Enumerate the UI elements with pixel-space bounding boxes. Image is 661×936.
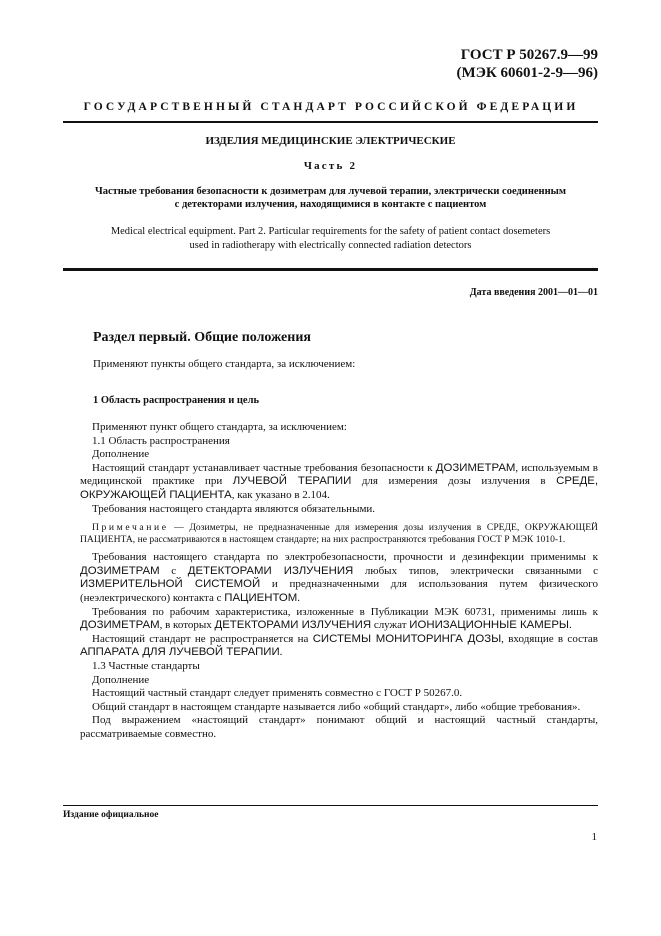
note-text: — Дозиметры, не предназначенные для измерения дозы излучения в СРЕДЕ, ОКРУЖАЮЩЕЙ ПАЦИЕНТА, не рассматриваются в настоящем стандарте; на них распространяются требования ГОСТ Р МЭК 1010-1. — [80, 522, 598, 545]
english-subtitle-line-2: used in radiotherapy with electrically connected radiation detectors — [189, 240, 472, 251]
section-title: Раздел первый. Общие положения — [93, 330, 311, 345]
russian-subtitle-line-2: с детекторами излучения, находящимися в контакте с пациентом — [174, 199, 487, 210]
paragraph-scope: Настоящий стандарт устанавливает частные требования безопасности к ДОЗИМЕТРАМ, используемым в медицинской практике при ЛУЧЕВОЙ ТЕРАПИИ для измерения дозы излучения в СРЕДЕ, ОКРУЖАЮЩЕЙ ПАЦИЕНТА, как указано в 2.104. — [80, 461, 598, 501]
paragraph-mandatory: Требования настоящего стандарта являются обязательными. — [92, 502, 376, 515]
russian-subtitle — [63, 185, 598, 211]
footer-divider — [63, 805, 598, 806]
paragraph-this-standard: Под выражением «настоящий стандарт» понимают общий и настоящий частный стандарты, рассматриваемые совместно. — [80, 714, 598, 740]
banner-divider — [63, 121, 598, 123]
standard-number: ГОСТ Р 50267.9—99 — [460, 47, 598, 63]
clause-1-3-addition: Дополнение — [92, 673, 150, 686]
page-number: 1 — [591, 831, 597, 843]
part-label: Часть 2 — [303, 160, 358, 172]
term-dosimeters: ДОЗИМЕТРАМ — [435, 461, 516, 474]
state-standard-banner: ГОСУДАРСТВЕННЫЙ СТАНДАРТ РОССИЙСКОЙ ФЕДЕРАЦИИ — [83, 101, 579, 113]
iec-number: (МЭК 60601-2-9—96) — [456, 65, 598, 81]
clause-1-3-title: 1.3 Частные стандарты — [92, 659, 200, 672]
russian-subtitle-line-1: Частные требования безопасности к дозиметрам для лучевой терапии, электрически соединенным — [94, 186, 567, 197]
paragraph-general-standard: Настоящий частный стандарт следует применять совместно с ГОСТ Р 50267.0. — [92, 687, 463, 700]
document-title: ИЗДЕЛИЯ МЕДИЦИНСКИЕ ЭЛЕКТРИЧЕСКИЕ — [205, 135, 456, 147]
note-label: Примечание — [92, 522, 169, 534]
paragraph-performance: Требования по рабочим характеристика, изложенные в Публикации МЭК 60731, применимы лишь к ДОЗИМЕТРАМ, в которых ДЕТЕКТОРАМИ ИЗЛУЧЕНИЯ служат ИОНИЗАЦИОННЫЕ КАМЕРЫ. — [80, 605, 598, 632]
clause-1-body — [80, 421, 598, 741]
term-radiotherapy: ЛУЧЕВОЙ ТЕРАПИИ — [232, 475, 352, 488]
official-edition-label: Издание официальное — [63, 810, 159, 820]
title-divider — [63, 268, 598, 271]
term-patient-environment: СРЕДЕ, ОКРУЖАЮЩЕЙ ПАЦИЕНТА — [80, 475, 598, 501]
paragraph-electrical-safety: Требования настоящего стандарта по электробезопасности, прочности и дезинфекции применимы к ДОЗИМЕТРАМ с ДЕТЕКТОРАМИ ИЗЛУЧЕНИЯ любых типов, электрически связанными с ИЗМЕРИТЕЛЬНОЙ СИСТЕМОЙ и предназначенными для использования путем физического (неэлектрического) контакта с ПАЦИЕНТОМ. — [80, 551, 599, 604]
english-subtitle-line-1: Medical electrical equipment. Part 2. Particular requirements for the safety of patient contact dosemeters — [110, 226, 551, 237]
english-subtitle — [63, 225, 598, 253]
introduction-date: Дата введения 2001—01—01 — [469, 287, 598, 298]
paragraph-exclusion: Настоящий стандарт не распространяется на СИСТЕМЫ МОНИТОРИНГА ДОЗЫ, входящие в состав АППАРАТА ДЛЯ ЛУЧЕВОЙ ТЕРАПИИ. — [80, 632, 598, 659]
section-intro: Применяют пункты общего стандарта, за исключением: — [93, 358, 356, 370]
standard-designation — [457, 46, 598, 82]
paragraph-general-naming: Общий стандарт в настоящем стандарте называется либо «общий стандарт», либо «общие требования». — [92, 700, 581, 713]
clause-1-title: 1 Область распространения и цель — [93, 395, 260, 406]
clause-1-intro: Применяют пункт общего стандарта, за исключением: — [92, 421, 347, 433]
clause-1-1-addition: Дополнение — [92, 448, 150, 461]
clause-1-1-title: 1.1 Область распространения — [92, 434, 230, 447]
note — [80, 522, 598, 545]
